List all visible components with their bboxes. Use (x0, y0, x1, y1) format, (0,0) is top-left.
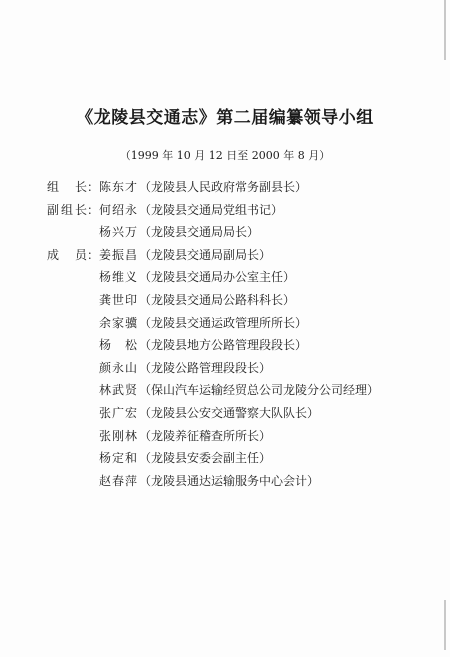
member-position: （龙陵养征稽查所所长） (139, 428, 272, 443)
member-row (47, 357, 427, 380)
member-position: （保山汽车运输经贸总公司龙陵分公司经理） (139, 383, 380, 398)
member-name: 张刚林 (99, 428, 137, 443)
member-name: 杨 松 (99, 338, 137, 353)
member-row (47, 470, 427, 493)
member-name: 赵春萍 (99, 473, 137, 488)
member-position: （龙陵县安委会副主任） (139, 451, 272, 466)
page-title: 《龙陵县交通志》第二届编纂领导小组 (76, 108, 374, 128)
member-row (47, 312, 427, 335)
member-colon (87, 289, 99, 312)
member-role (47, 334, 87, 357)
member-row (47, 176, 427, 199)
member-colon (87, 470, 99, 493)
date-range: （1999 年 10 月 12 日至 2000 年 8 月） (119, 149, 331, 162)
member-role (47, 402, 87, 425)
member-name: 张广宏 (99, 405, 137, 420)
member-role (47, 357, 87, 380)
member-position: （龙陵县交通局党组书记） (139, 202, 284, 217)
member-position: （龙陵公路管理段段长） (139, 360, 272, 375)
member-role (47, 379, 87, 402)
member-row (47, 221, 427, 244)
member-colon (87, 402, 99, 425)
member-colon (87, 312, 99, 335)
member-role (47, 425, 87, 448)
member-position: （龙陵县交通局局长） (139, 225, 260, 240)
member-position: （龙陵县交通局副局长） (139, 247, 272, 262)
member-colon (87, 357, 99, 380)
member-row (47, 199, 427, 222)
member-colon (87, 447, 99, 470)
member-list (47, 176, 427, 492)
member-name: 陈东才 (99, 180, 137, 194)
member-colon: ： (87, 180, 100, 194)
scan-edge-mark (444, 0, 446, 60)
member-role (47, 221, 87, 244)
member-position: （龙陵县交通局公路科科长） (139, 292, 296, 307)
member-colon (87, 379, 99, 402)
member-position: （龙陵县人民政府常务副县长） (139, 180, 308, 194)
member-position: （龙陵县交通运政管理所所长） (139, 315, 308, 330)
member-row (47, 425, 427, 448)
member-role: 成 员 (47, 247, 87, 262)
member-name: 杨定和 (99, 451, 137, 466)
member-role (47, 266, 87, 289)
member-name: 余家骥 (99, 315, 137, 330)
member-row (47, 379, 427, 402)
member-row (47, 447, 427, 470)
member-colon (87, 266, 99, 289)
member-position: （龙陵县通达运输服务中心会计） (139, 473, 320, 488)
scan-edge-mark (444, 600, 446, 650)
member-role (47, 470, 87, 493)
member-colon: ： (87, 247, 100, 262)
member-colon (87, 334, 99, 357)
member-name: 杨维义 (99, 270, 137, 285)
member-role: 组 长 (47, 180, 87, 194)
member-row (47, 266, 427, 289)
member-name: 姜振昌 (99, 247, 137, 262)
member-row (47, 334, 427, 357)
member-position: （龙陵县交通局办公室主任） (139, 270, 296, 285)
member-name: 林武贤 (99, 383, 137, 398)
member-role (47, 289, 87, 312)
member-role (47, 312, 87, 335)
member-row (47, 289, 427, 312)
member-position: （龙陵县公安交通警察大队队长） (139, 405, 320, 420)
member-row (47, 402, 427, 425)
member-colon (87, 425, 99, 448)
member-colon: ： (87, 202, 100, 217)
member-row (47, 244, 427, 267)
member-name: 杨兴万 (99, 225, 137, 240)
member-position: （龙陵县地方公路管理段段长） (139, 338, 308, 353)
member-role (47, 447, 87, 470)
member-name: 颜永山 (99, 360, 137, 375)
member-role: 副组长 (47, 202, 87, 217)
member-name: 龚世印 (99, 292, 137, 307)
member-colon (87, 221, 99, 244)
member-name: 何绍永 (99, 202, 137, 217)
